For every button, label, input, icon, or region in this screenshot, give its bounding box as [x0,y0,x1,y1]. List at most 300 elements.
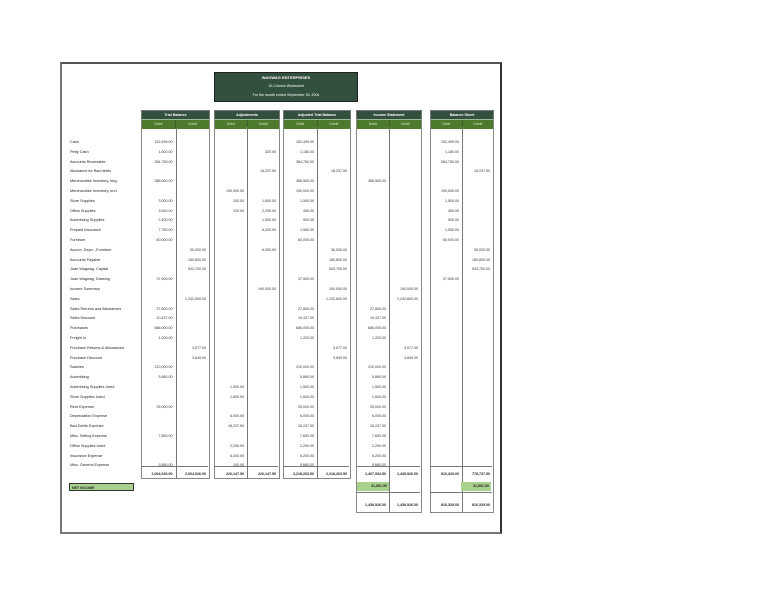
amount-cell: 5,860.00 [300,375,314,380]
amount-cell [388,403,418,413]
account-name: Bad Debts Expense [70,424,104,429]
amount-cell [214,246,244,256]
amount-cell: 2,290.00 [300,443,314,448]
amount-cell: 36,000.00 [331,247,347,252]
amount-cell [176,187,206,197]
amount-cell [246,432,276,442]
worksheet-period: For the month ended September 30, 200x [252,93,320,97]
amount-cell [317,148,347,158]
amount-cell [317,363,347,373]
amount-cell [317,226,347,236]
account-name: Store Supplies [70,198,95,203]
amount-cell: 6,000.00 [230,414,244,419]
amount-cell [460,226,490,236]
amount-cell [460,197,490,207]
column-total: 2,218,263.50 [293,472,314,476]
amount-cell: 6,000.00 [262,247,276,252]
amount-cell [429,334,459,344]
amount-cell: 180,800.00 [188,257,206,262]
amount-cell: 1,500.00 [158,149,173,154]
amount-cell: 3,849.00 [192,355,206,360]
amount-cell: 7,650.00 [300,434,314,438]
amount-cell: 1,180.00 [300,149,314,154]
amount-cell: 37,500.00 [443,277,459,282]
amount-cell [214,334,244,344]
amount-cell [176,167,206,177]
amount-cell [214,177,244,187]
amount-cell [317,305,347,315]
amount-cell [246,412,276,422]
amount-cell [388,314,418,324]
amount-cell [176,412,206,422]
amount-cell [388,324,418,334]
amount-cell: 27,800.00 [370,306,386,311]
amount-cell: 37,500.00 [298,277,314,282]
amount-cell [214,256,244,266]
amount-cell [388,265,418,275]
amount-cell: 120.00 [233,208,244,213]
amount-cell [460,363,490,373]
final-totals-rule [430,492,492,493]
amount-cell [317,373,347,383]
amount-cell [143,422,173,432]
column-total: 778,737.50 [472,472,490,476]
amount-cell: 6,000.00 [300,414,314,419]
amount-cell [214,363,244,373]
amount-cell [176,442,206,452]
net-income-amount: 31,591.50 [473,484,489,488]
amount-cell: 1,242,600.00 [397,296,418,301]
amount-cell [317,412,347,422]
amount-cell [176,216,206,226]
amount-cell [246,422,276,432]
amount-cell [460,177,490,187]
amount-cell: 37,500.00 [156,277,173,282]
amount-cell [460,187,490,197]
amount-cell [388,373,418,383]
amount-cell [429,354,459,364]
final-total: 1,439,526.00 [397,503,418,507]
amount-cell [356,275,386,285]
amount-cell [246,354,276,364]
amount-cell [388,167,418,177]
amount-cell [460,442,490,452]
amount-cell [317,442,347,452]
amount-cell [317,207,347,217]
amount-cell [143,246,173,256]
amount-cell: 6,200.00 [230,453,244,458]
amount-cell [246,344,276,354]
amount-cell [356,138,386,148]
amount-cell: 543,700.00 [329,267,347,272]
amount-cell: 6,200.00 [372,453,386,458]
amount-cell [143,393,173,403]
amount-cell: 152,499.00 [154,140,173,144]
amount-cell [284,256,314,266]
column-total: 226,147.50 [226,472,244,476]
amount-cell [429,344,459,354]
amount-cell [317,275,347,285]
amount-cell [176,197,206,207]
amount-cell [388,452,418,462]
amount-cell: 1,242,600.00 [185,296,206,301]
amount-cell [460,305,490,315]
debit-header: Debit [215,120,248,129]
amount-cell [214,295,244,305]
amount-cell: 686,000.00 [154,326,173,331]
amount-cell [356,197,386,207]
account-name: Allowance for Bad debts [70,169,111,174]
amount-cell [284,246,314,256]
column-total: 226,147.50 [258,472,276,476]
amount-cell [429,324,459,334]
amount-cell [214,226,244,236]
amount-cell [317,422,347,432]
account-name: Advertising [70,375,89,380]
amount-cell [246,236,276,246]
amount-cell [317,236,347,246]
amount-cell: 25,000.00 [370,404,386,409]
account-name: Sales [70,296,80,301]
amount-cell [460,383,490,393]
amount-cell [246,393,276,403]
amount-cell [429,305,459,315]
account-name: Insurance Expense [70,453,103,458]
amount-cell [356,148,386,158]
amount-cell [429,373,459,383]
amount-cell [317,197,347,207]
amount-cell [317,393,347,403]
amount-cell [214,324,244,334]
amount-cell: 364,750.00 [154,159,173,164]
amount-cell: 190,000.00 [296,189,314,193]
account-name: Store Supplies Used [70,394,105,399]
account-name: Furniture [70,238,86,242]
amount-cell [356,265,386,275]
amount-cell [460,138,490,148]
amount-cell: 190,000.00 [226,189,244,193]
amount-cell [388,422,418,432]
amount-cell [356,216,386,226]
group-title: Income Statement [356,110,422,119]
amount-cell [429,393,459,403]
amount-cell [246,138,276,148]
amount-cell: 210,000.00 [368,365,386,370]
amount-cell [388,442,418,452]
amount-cell [246,324,276,334]
amount-cell [388,197,418,207]
final-total: 810,329.00 [441,503,459,507]
amount-cell [388,207,418,217]
amount-cell: 27,800.00 [156,306,173,311]
net-income-cell [357,482,389,491]
amount-cell [246,383,276,393]
amount-cell: 5,860.00 [372,375,386,380]
amount-cell: 25,000.00 [298,404,314,409]
amount-cell [356,167,386,177]
final-total: 1,439,526.00 [365,503,386,507]
amount-cell [176,334,206,344]
amount-cell [214,275,244,285]
amount-cell: 27,800.00 [298,306,314,311]
worksheet-title-block [214,72,358,102]
amount-cell: 36,000.00 [474,247,490,252]
amount-cell [214,216,244,226]
account-name: Sales Returns and Allowances [70,306,122,311]
column-total: 1,439,526.00 [397,472,418,476]
column-total: 2,004,026.00 [151,472,173,476]
amount-cell [176,383,206,393]
account-name: Purchase Discount [70,355,102,360]
account-name: Merchandise Inventory, beg. [70,179,118,184]
amount-cell: 1,600.00 [230,394,244,399]
account-name: Merchandise Inventory, end [70,189,117,193]
amount-cell [429,363,459,373]
amount-cell [176,432,206,442]
amount-cell [143,354,173,364]
amount-cell [460,422,490,432]
amount-cell [388,236,418,246]
amount-cell [317,314,347,324]
amount-cell [388,412,418,422]
amount-cell: 1,200.00 [158,336,173,340]
amount-cell [214,167,244,177]
amount-cell: 3,849.00 [333,355,347,360]
amount-cell [176,226,206,236]
amount-cell [143,256,173,266]
amount-cell: 18,237.50 [298,424,314,429]
amount-cell [176,452,206,462]
credit-header: Credit [329,122,339,126]
amount-cell [143,412,173,422]
amount-cell: 1,180.00 [445,149,459,154]
account-name: Office Supplies [70,208,96,213]
amount-cell: 180,800.00 [329,257,347,262]
debit-header: Debit [284,120,318,129]
amount-cell: 388,500.00 [296,179,314,184]
amount-cell [429,432,459,442]
amount-cell [143,344,173,354]
amount-cell [176,148,206,158]
amount-cell [388,334,418,344]
amount-cell [143,285,173,295]
amount-cell: 6,200.00 [300,453,314,458]
amount-cell [356,354,386,364]
amount-cell [284,285,314,295]
column-total: 2,004,026.00 [185,472,206,476]
amount-cell [429,442,459,452]
amount-cell: 1,500.00 [372,385,386,389]
amount-cell [246,452,276,462]
amount-cell: 60,000.00 [298,238,314,242]
amount-cell [356,256,386,266]
worksheet-subtitle: 10-Column Worksheet [268,84,304,88]
amount-cell: 18,237.50 [228,424,244,429]
totals-rule [141,466,208,467]
amount-cell: 450.00 [303,208,314,213]
amount-cell: 100.00 [233,198,244,203]
amount-cell [176,207,206,217]
amount-cell [460,373,490,383]
amount-cell: 2,290.00 [230,443,244,448]
amount-cell [429,177,459,187]
amount-cell: 450.00 [448,208,459,213]
amount-cell: 18,237.50 [331,169,347,174]
amount-cell [429,422,459,432]
amount-cell: 18,237.50 [260,169,276,174]
amount-cell [460,393,490,403]
amount-cell: 1,550.00 [445,228,459,233]
amount-cell: 1,500.00 [262,218,276,223]
account-name: Accum. Depn. -Furniture [70,247,112,252]
amount-cell [214,432,244,442]
amount-cell: 18,237.50 [370,424,386,429]
amount-cell [214,354,244,364]
amount-cell: 1,600.00 [300,394,314,399]
amount-cell [388,363,418,373]
amount-cell [214,305,244,315]
amount-cell [317,158,347,168]
amount-cell [388,383,418,393]
amount-cell [388,138,418,148]
amount-cell: 1,200.00 [372,336,386,340]
amount-cell [246,187,276,197]
amount-cell [176,324,206,334]
amount-cell [176,138,206,148]
amount-cell [317,324,347,334]
amount-cell [460,344,490,354]
amount-cell: 2,620.00 [158,208,173,213]
amount-cell [356,246,386,256]
amount-cell [214,314,244,324]
amount-cell: 6,000.00 [372,414,386,419]
amount-cell [388,148,418,158]
amount-cell: 6,200.00 [262,228,276,233]
amount-cell [246,305,276,315]
amount-cell [176,305,206,315]
account-name: Juan Wagwag, Capital [70,267,108,272]
amount-cell: 10,437.00 [298,316,314,321]
net-income-label: NET INCOME [69,483,134,491]
amount-cell [214,373,244,383]
amount-cell [429,403,459,413]
amount-cell [460,158,490,168]
amount-cell [460,403,490,413]
amount-cell [246,314,276,324]
amount-cell [388,305,418,315]
amount-cell: 10,437.00 [370,316,386,321]
amount-cell [176,373,206,383]
amount-cell [460,324,490,334]
amount-cell [356,187,386,197]
amount-cell [429,285,459,295]
amount-cell [284,265,314,275]
account-name: Purchases [70,326,88,331]
account-name: Accounts Payable [70,257,101,262]
credit-header: Credit [187,122,198,126]
amount-cell [246,334,276,344]
amount-cell: 7,750.00 [158,228,173,233]
amount-cell [388,256,418,266]
amount-cell: 10,437.00 [156,316,173,321]
amount-cell: 7,650.00 [158,434,173,438]
account-name: Office Supplies Used [70,443,106,448]
column-total: 1,407,934.50 [365,472,386,476]
net-income-amount: 31,591.50 [371,484,387,488]
account-name: Salaries [70,365,84,370]
amount-cell [176,177,206,187]
amount-cell [460,295,490,305]
amount-cell [214,138,244,148]
amount-cell [214,265,244,275]
amount-cell [246,275,276,285]
debit-header: Debit [357,120,390,129]
amount-cell: 388,500.00 [368,179,386,184]
totals-rule [430,466,492,467]
amount-cell [388,187,418,197]
amount-cell [429,412,459,422]
account-name: Juan Wagwag, Drawing [70,277,110,282]
amount-cell: 30,000.00 [190,247,206,252]
credit-header: Credit [473,122,483,126]
amount-cell: 2,400.00 [158,218,173,223]
amount-cell [284,167,314,177]
totals-rule [356,466,420,467]
amount-cell [388,275,418,285]
amount-cell [388,246,418,256]
amount-cell [246,158,276,168]
amount-cell: 190,000.00 [258,287,276,291]
amount-cell [246,177,276,187]
amount-cell [460,275,490,285]
amount-cell [460,207,490,217]
amount-cell [143,295,173,305]
amount-cell [176,422,206,432]
amount-cell: 60,000.00 [443,238,459,242]
account-name: Advertising Supplies Used [70,385,115,389]
amount-cell [317,334,347,344]
amount-cell: 320.00 [265,149,276,154]
amount-cell [388,158,418,168]
amount-cell: 1,600.00 [262,198,276,203]
amount-cell: 900.00 [448,218,459,223]
amount-cell: 1,242,600.00 [326,296,347,301]
amount-cell [460,314,490,324]
amount-cell [460,412,490,422]
amount-cell [143,383,173,393]
amount-cell [176,393,206,403]
amount-cell [143,452,173,462]
amount-cell [214,403,244,413]
amount-cell [176,275,206,285]
amount-cell [214,285,244,295]
column-total: 810,329.00 [441,472,459,476]
amount-cell: 210,000.00 [296,365,314,370]
amount-cell [246,442,276,452]
account-name: Cash [70,140,79,144]
amount-cell [429,167,459,177]
amount-cell [246,363,276,373]
account-name: Income Summary [70,287,100,291]
amount-cell [214,158,244,168]
amount-cell: 364,750.00 [296,159,314,164]
amount-cell [246,373,276,383]
amount-cell: 686,000.00 [368,326,386,331]
amount-cell [317,403,347,413]
amount-cell: 1,200.00 [300,336,314,340]
amount-cell [429,314,459,324]
amount-cell [460,452,490,462]
